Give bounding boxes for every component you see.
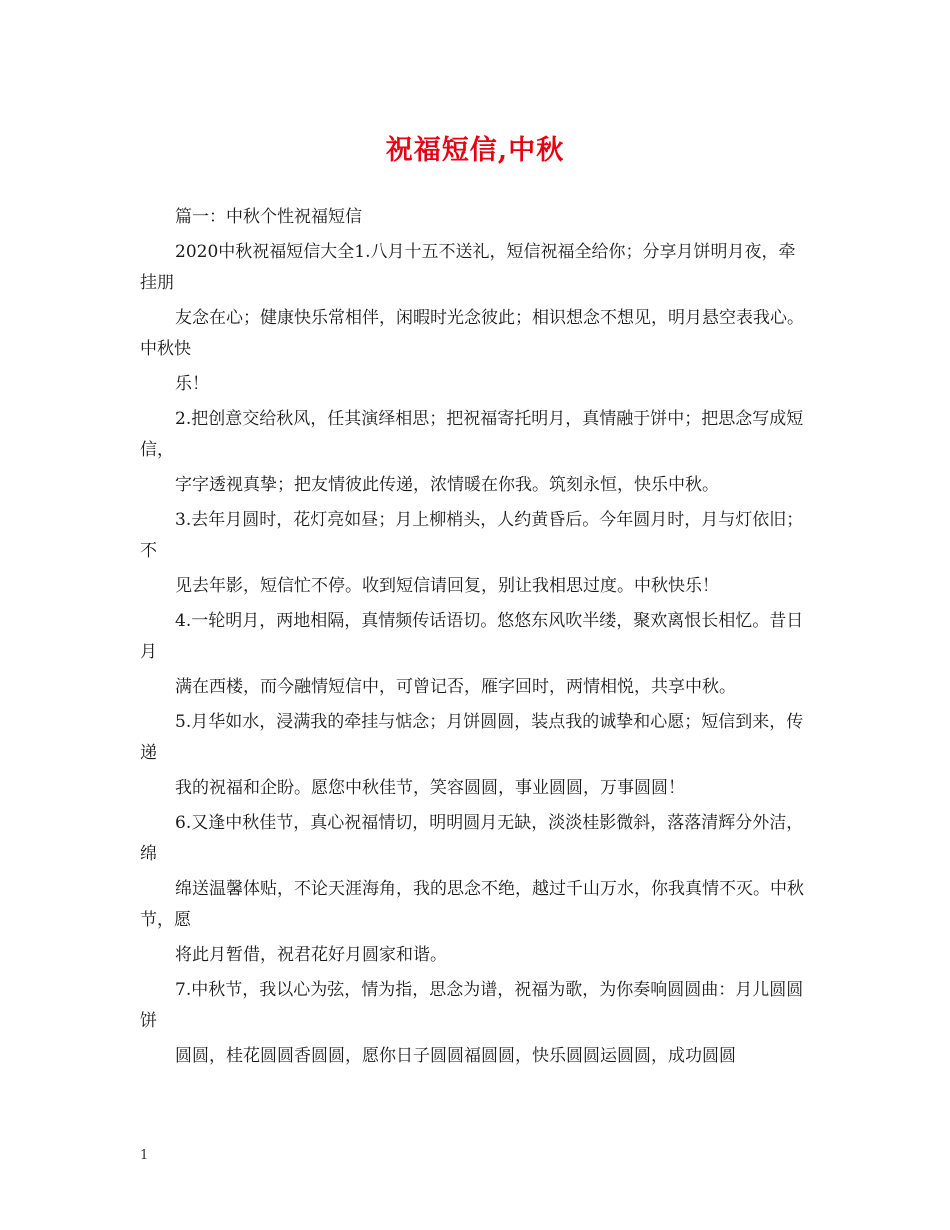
paragraph: 2.把创意交给秋风，任其演绎相思；把祝福寄托明月，真情融于饼中；把思念写成短信， (140, 409, 804, 460)
paragraph: 满在西楼，而今融情短信中，可曾记否，雁字回时，两情相悦，共享中秋。 (175, 677, 736, 697)
paragraph: 我的祝福和企盼。愿您中秋佳节，笑容圆圆，事业圆圆，万事圆圆！ (175, 778, 685, 798)
paragraph: 字字透视真挚；把友情彼此传递，浓情暖在你我。筑刻永恒，快乐中秋。 (175, 475, 719, 495)
paragraph: 2020中秋祝福短信大全1.八月十五不送礼，短信祝福全给你；分享月饼明月夜，牵挂朋 (140, 242, 796, 293)
document-body (140, 202, 812, 1076)
paragraph: 将此月暂借，祝君花好月圆家和谐。 (175, 945, 447, 965)
page-number: 1 (140, 1148, 149, 1163)
paragraph: 3.去年月圆时，花灯亮如昼；月上柳梢头，人约黄昏后。今年圆月时，月与灯依旧；不 (140, 510, 804, 561)
section-heading: 篇一：中秋个性祝福短信 (175, 207, 362, 227)
paragraph: 5.月华如水，浸满我的牵挂与惦念；月饼圆圆，装点我的诚挚和心愿；短信到来，传递 (140, 712, 804, 763)
paragraph: 绵送温馨体贴，不论天涯海角，我的思念不绝，越过千山万水，你我真情不灭。中秋节，愿 (140, 879, 804, 930)
paragraph: 圆圆，桂花圆圆香圆圆，愿你日子圆圆福圆圆，快乐圆圆运圆圆，成功圆圆 (175, 1046, 736, 1066)
paragraph: 6.又逢中秋佳节，真心祝福情切，明明圆月无缺，淡淡桂影微斜，落落清辉分外洁，绵 (140, 813, 804, 864)
paragraph: 4.一轮明月，两地相隔，真情频传话语切。悠悠东风吹半缕，聚欢离恨长相忆。昔日月 (140, 611, 804, 662)
paragraph: 友念在心；健康快乐常相伴，闲暇时光念彼此；相识想念不想见，明月悬空表我心。中秋快 (140, 308, 804, 359)
paragraph: 乐！ (175, 374, 209, 394)
document-title: 祝福短信,中秋 (385, 135, 565, 166)
paragraph: 见去年影，短信忙不停。收到短信请回复，别让我相思过度。中秋快乐！ (175, 576, 719, 596)
paragraph: 7.中秋节，我以心为弦，情为指，思念为谱，祝福为歌，为你奏响圆圆曲：月儿圆圆饼 (140, 980, 804, 1031)
